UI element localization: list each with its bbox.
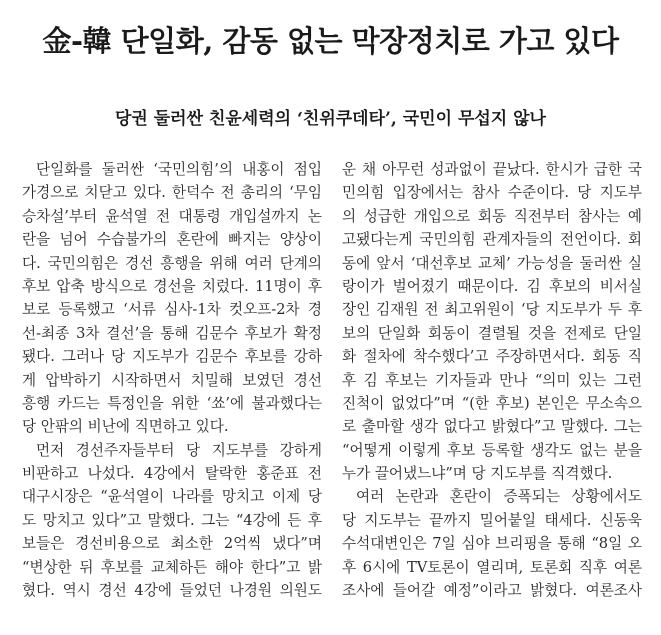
- text-line: 게 압박하기 시작하면서 치밀해 보였던 경선: [22, 371, 322, 389]
- text-line: 대구시장은 “윤석열이 나라를 망치고 이제 당: [22, 488, 322, 506]
- text-line: 보들은 경선비용으로 최소한 2억씩 냈다”며: [22, 535, 322, 553]
- text-line: 됐다. 그러나 당 지도부가 김문수 후보를 강하: [22, 348, 322, 366]
- text-line: 후 김 후보는 기자들과 만나 “의미 있는 그런: [342, 371, 642, 389]
- text-line: 누가 끌어냈느냐”며 당 지도부를 직격했다.: [342, 465, 613, 483]
- text-line: 혔다. 역시 경선 4강에 들었던 나경원 의원도: [22, 582, 322, 600]
- text-line: 장인 김재원 전 최고위원이 ‘당 지도부가 두 후: [342, 301, 642, 319]
- text-line: 수석대변인은 7일 심야 브리핑을 통해 “8일 오: [342, 535, 642, 553]
- text-line: “변상한 뒤 후보를 교체하든 해야 한다”고 밝: [22, 558, 322, 576]
- article-column-right: [342, 158, 642, 602]
- text-line: 고됐다는게 국민의힘 관계자들의 전언이다. 회: [342, 231, 642, 249]
- text-line: 선-최종 3차 결선’을 통해 김문수 후보가 확정: [22, 324, 322, 342]
- text-line: 조사에 들어갈 예정”이라고 밝혔다. 여론조사: [342, 582, 642, 600]
- text-line: 다. 국민의힘은 경선 흥행을 위해 여러 단계의: [22, 254, 322, 272]
- text-line: 화 절차에 착수했다’고 주장하면서다. 회동 직: [342, 348, 642, 366]
- text-line: 당 지도부는 끝까지 밀어붙일 태세다. 신동욱: [342, 511, 642, 529]
- subheadline: 당권 둘러싼 친윤세력의 ‘친위쿠데타’, 국민이 무섭지 않나: [115, 109, 546, 129]
- text-line: 도 망치고 있다”고 말했다. 그는 “4강에 든 후: [22, 511, 322, 529]
- headline: 金-韓 단일화, 감동 없는 막장정치로 가고 있다: [42, 24, 619, 58]
- text-line: 로 출마할 생각 없다고 밝혔다”고 말했다. 그는: [342, 418, 642, 436]
- text-line: 민의힘 입장에서는 참사 수준이다. 당 지도부: [342, 184, 642, 202]
- text-line: 보로 등록했고 ‘서류 심사-1차 컷오프-2차 경: [22, 301, 322, 319]
- text-line: 동에 앞서 ‘대선후보 교체’ 가능성을 둘러싼 실: [342, 254, 642, 272]
- text-line: 가경으로 치닫고 있다. 한덕수 전 총리의 ‘무임: [22, 184, 322, 202]
- text-line: 먼저 경선주자들부터 당 지도부를 강하게: [36, 441, 322, 459]
- text-line: 비판하고 나섰다. 4강에서 탈락한 홍준표 전: [22, 465, 322, 483]
- text-line: 후보 압축 방식으로 경선을 치렀다. 11명이 후: [22, 277, 322, 295]
- text-line: 진척이 없었다”며 “(한 후보) 본인은 무소속으: [342, 394, 642, 412]
- text-line: 흥행 카드는 특정인을 위한 ‘쑈’에 불과했다는: [22, 394, 322, 412]
- article-column-left: [22, 158, 322, 602]
- text-line: 의 성급한 개입으로 회동 직전부터 참사는 예: [342, 207, 642, 225]
- text-line: 운 채 아무런 성과없이 끝났다. 한시가 급한 국: [342, 161, 642, 178]
- text-line: 후 6시에 TV토론이 열리며, 토론회 직후 여론: [342, 558, 642, 576]
- text-line: 승차설’부터 윤석열 전 대통령 개입설까지 논: [22, 207, 322, 225]
- text-line: “어떻게 이렇게 후보 등록할 생각도 없는 분을: [342, 441, 642, 459]
- text-line: 당 안팎의 비난에 직면하고 있다.: [22, 418, 229, 436]
- text-line: 보의 단일화 회동이 결렬될 것을 전제로 단일: [342, 324, 642, 342]
- text-line: 여러 논란과 혼란이 증폭되는 상황에서도: [356, 488, 642, 506]
- text-line: 란을 넘어 수습불가의 혼란에 빠지는 양상이: [22, 231, 322, 249]
- text-line: 단일화를 둘러싼 ‘국민의힘’의 내홍이 점입: [36, 161, 322, 178]
- text-line: 랑이가 벌어졌기 때문이다. 김 후보의 비서실: [342, 277, 642, 295]
